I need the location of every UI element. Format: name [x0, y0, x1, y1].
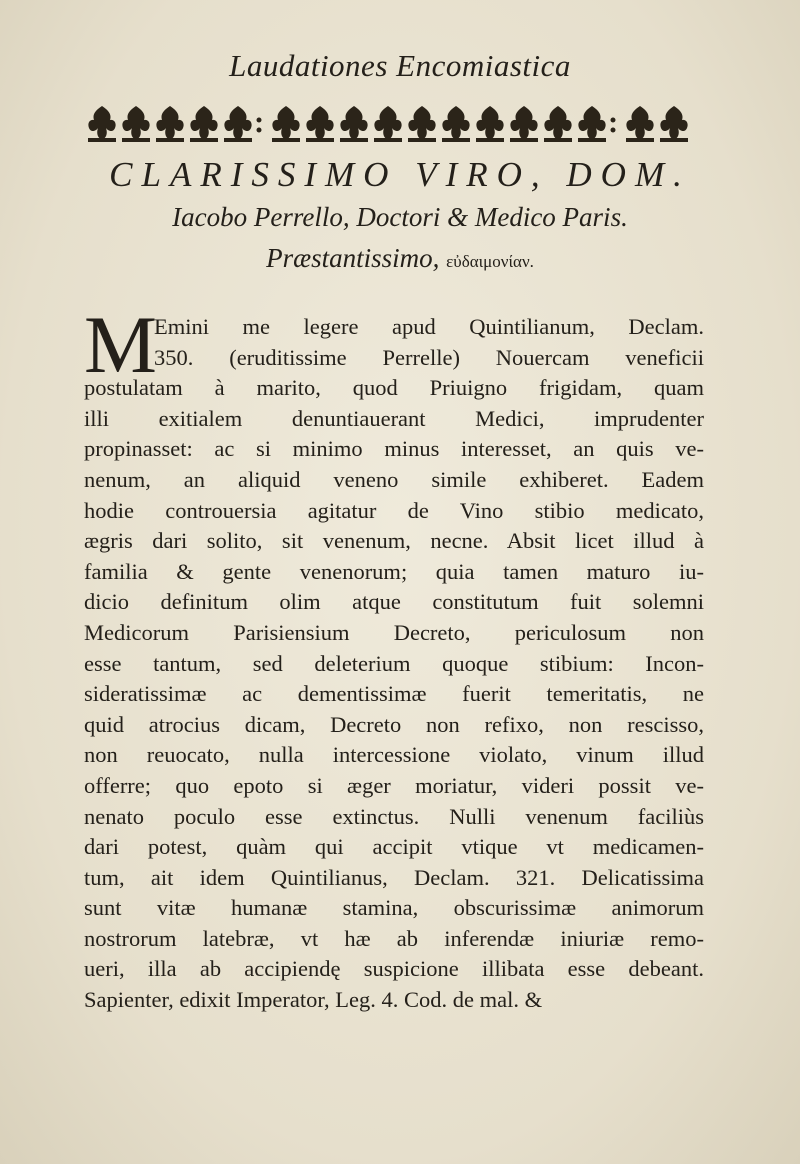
text-line: nenato poculo esse extinctus. Nulli venenum faciliùs — [84, 803, 704, 829]
text-line: dari potest, quàm qui accipit vtique vt medicamen- — [84, 834, 704, 860]
recipient-line: Iacobo Perrello, Doctori & Medico Paris. — [172, 202, 628, 232]
text-line: illi exitialem denuntiauerant Medici, imprudenter — [84, 405, 704, 431]
recipient-line-2 — [0, 243, 800, 274]
text-line: 350. (eruditissime Perrelle) Nouercam veneficii — [154, 344, 704, 370]
text-line: esse tantum, sed deleterium quoque stibium: Incon- — [84, 650, 704, 676]
text-line: Medicorum Parisiensium Decreto, periculosum non — [84, 619, 704, 645]
text-line: postulatam à marito, quod Priuigno frigidam, quam — [84, 375, 704, 401]
text-line: Emini me legere apud Quintilianum, Declam. — [154, 314, 704, 339]
dedication-heading: CLARISSIMO VIRO, DOM. — [109, 155, 691, 194]
body-text — [84, 299, 704, 1016]
text-line: familia & gente venenorum; quia tamen maturo iu- — [84, 558, 704, 584]
text-line: ueri, illa ab accipiendę suspicione illibata esse debeant. — [84, 956, 704, 982]
text-line: non reuocato, nulla intercessione violato, vinum illud — [84, 742, 704, 768]
recipient-title: Præstantissimo, — [266, 243, 440, 273]
text-line: quid atrocius dicam, Decreto non refixo, non rescisso, — [84, 711, 704, 737]
fleuron-row-icon — [86, 104, 718, 144]
text-line: sideratissimæ ac dementissimæ fuerit temeritatis, ne — [84, 681, 704, 707]
text-line: ægris dari solito, sit venenum, necne. Absit licet illud à — [84, 528, 704, 554]
drop-cap: M — [84, 299, 157, 390]
text-line: nostrorum latebræ, vt hæ ab inferendæ iniuriæ remo- — [84, 925, 704, 951]
text-line: tum, ait idem Quintilianus, Declam. 321. Delicatissima — [84, 864, 704, 890]
text-line: Sapienter, edixit Imperator, Leg. 4. Cod. de mal. & — [84, 987, 543, 1013]
text-line: propinasset: ac si minimo minus interesset, an quis ve- — [84, 436, 704, 462]
text-line: hodie controuersia agitatur de Vino stibio medicato, — [84, 497, 704, 523]
text-line: nenum, an aliquid veneno simile exhiberet. Eadem — [84, 466, 704, 492]
running-head: Laudationes Encomiastica — [229, 48, 571, 83]
text-line: offerre; quo epoto si æger moriatur, videri possit ve- — [84, 772, 704, 798]
text-line: sunt vitæ humanæ stamina, obscurissimæ animorum — [84, 895, 704, 921]
text-line: dicio definitum olim atque constitutum fuit solemni — [84, 589, 704, 615]
greek-salutation: εὐδαιμονίαν. — [446, 252, 534, 271]
